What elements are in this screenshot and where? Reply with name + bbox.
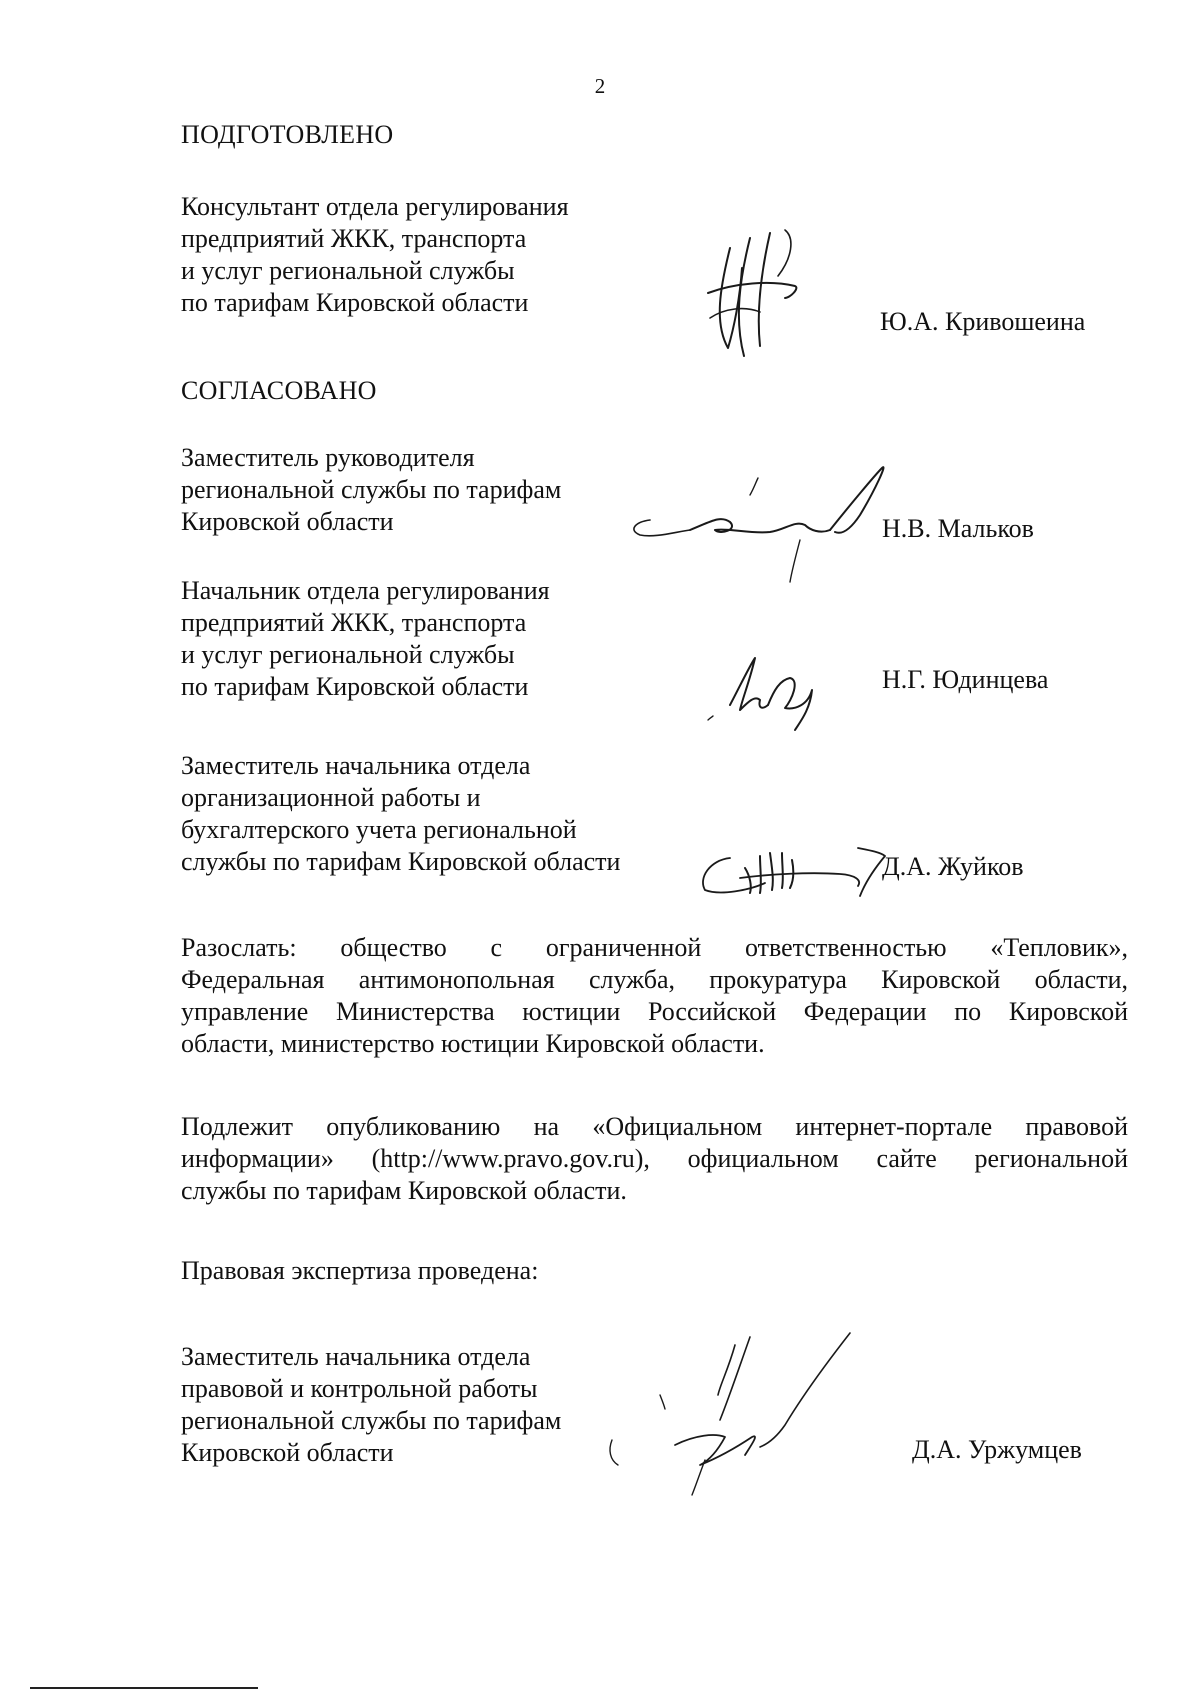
paragraph-line: управление Министерства юстиции Российской Федерации по Кировской [181, 997, 1128, 1026]
signature-malkov [620, 460, 890, 585]
agreed-heading: СОГЛАСОВАНО [181, 376, 377, 405]
distribution-paragraph [181, 932, 1128, 1060]
paragraph-line: Федеральная антимонопольная служба, прокуратура Кировской области, [181, 965, 1128, 994]
signatory-position [181, 750, 620, 878]
position-line: Кировской области [181, 1438, 394, 1467]
position-line: и услуг региональной службы [181, 256, 515, 285]
position-line: и услуг региональной службы [181, 640, 515, 669]
position-line: Консультант отдела регулирования [181, 192, 569, 221]
position-line: региональной службы по тарифам [181, 1406, 562, 1435]
signatory-name: Д.А. Уржумцев [912, 1435, 1082, 1464]
page-number: 2 [594, 74, 606, 98]
position-line: по тарифам Кировской области [181, 672, 529, 701]
signatory-name: Н.В. Мальков [882, 514, 1034, 543]
position-line: Начальник отдела регулирования [181, 576, 550, 605]
paragraph-line: Разослать: общество с ограниченной ответственностью «Тепловик», [181, 933, 1128, 962]
signatory-position [181, 575, 550, 703]
signature-krivosheina [700, 228, 820, 368]
position-line: по тарифам Кировской области [181, 288, 529, 317]
prepared-heading: ПОДГОТОВЛЕНО [181, 120, 394, 149]
position-line: организационной работы и [181, 783, 481, 812]
position-line: бухгалтерского учета региональной [181, 815, 577, 844]
position-line: службы по тарифам Кировской области [181, 847, 621, 876]
paragraph-line: области, министерство юстиции Кировской области. [181, 1029, 765, 1058]
position-line: Кировской области [181, 507, 394, 536]
signature-urzhumtsev [600, 1325, 870, 1500]
paragraph-line: Подлежит опубликованию на «Официальном интернет-портале правовой [181, 1112, 1128, 1141]
position-line: правовой и контрольной работы [181, 1374, 538, 1403]
position-line: Заместитель начальника отдела [181, 751, 531, 780]
legal-review-statement: Правовая экспертиза проведена: [181, 1256, 539, 1285]
position-line: Заместитель руководителя [181, 443, 475, 472]
signature-zhuykov [690, 838, 890, 908]
position-line: Заместитель начальника отдела [181, 1342, 531, 1371]
signature-yudintseva [700, 650, 840, 735]
legal-review-position [181, 1341, 561, 1469]
footer-rule [30, 1687, 258, 1689]
position-line: предприятий ЖКК, транспорта [181, 608, 527, 637]
publication-paragraph [181, 1111, 1128, 1207]
paragraph-line: службы по тарифам Кировской области. [181, 1176, 627, 1205]
position-line: региональной службы по тарифам [181, 475, 562, 504]
signatory-name: Д.А. Жуйков [882, 852, 1024, 881]
position-line: предприятий ЖКК, транспорта [181, 224, 527, 253]
paragraph-line: информации» (http://www.pravo.gov.ru), официальном сайте региональной [181, 1144, 1128, 1173]
signatory-name: Ю.А. Кривошеина [880, 307, 1086, 336]
signatory-position [181, 442, 561, 538]
prepared-position [181, 191, 569, 319]
signatory-name: Н.Г. Юдинцева [882, 665, 1049, 694]
